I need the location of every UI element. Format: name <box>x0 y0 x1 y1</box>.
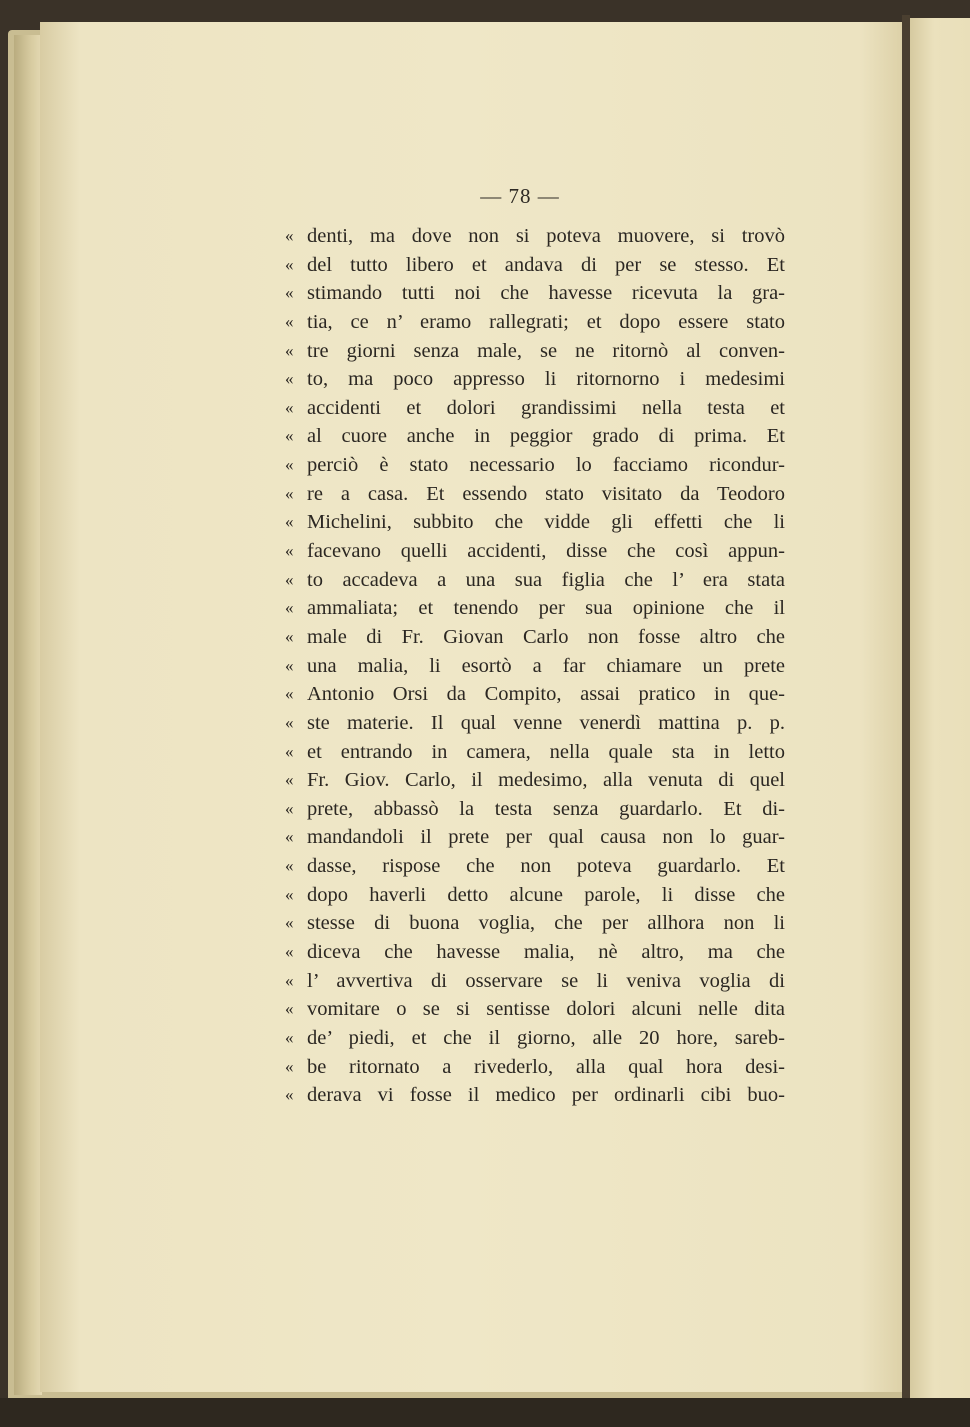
text-line <box>285 938 785 967</box>
quote-mark: « <box>285 970 294 990</box>
quote-mark: « <box>285 483 294 503</box>
quote-mark: « <box>285 942 294 962</box>
text-line <box>285 1081 785 1110</box>
scan-border <box>0 1398 970 1427</box>
line-text: ammaliata; et tenendo per sua opinione che il <box>307 597 785 620</box>
line-text: Antonio Orsi da Compito, assai pratico in que- <box>307 683 785 706</box>
quote-mark: « <box>285 512 294 532</box>
line-text: perciò è stato necessario lo facciamo ricondur- <box>307 454 785 477</box>
quote-mark: « <box>285 626 294 646</box>
line-text: prete, abbassò la testa senza guardarlo. Et di- <box>307 797 785 820</box>
quote-mark: « <box>285 1056 294 1076</box>
line-text: tre giorni senza male, se ne ritornò al conven- <box>307 339 785 362</box>
quote-mark: « <box>285 541 294 561</box>
line-text: al cuore anche in peggior grado di prima. Et <box>307 425 785 448</box>
text-line <box>285 594 785 623</box>
quote-mark: « <box>285 397 294 417</box>
quote-mark: « <box>285 884 294 904</box>
quote-mark: « <box>285 712 294 732</box>
line-text: derava vi fosse il medico per ordinarli cibi buo- <box>307 1084 785 1107</box>
page-number: — 78 — <box>480 184 560 208</box>
line-text: stimando tutti noi che havesse ricevuta la gra- <box>307 282 785 305</box>
quote-mark: « <box>285 598 294 618</box>
line-text: tia, ce n’ eramo rallegrati; et dopo essere stato <box>307 310 785 333</box>
quote-mark: « <box>285 798 294 818</box>
line-text: diceva che havesse malia, nè altro, ma che <box>307 941 785 964</box>
text-line <box>285 881 785 910</box>
text-line <box>285 508 785 537</box>
quote-mark: « <box>285 426 294 446</box>
page-edge <box>14 35 42 1395</box>
line-text: male di Fr. Giovan Carlo non fosse altro che <box>307 625 785 648</box>
text-line <box>285 738 785 767</box>
text-line <box>285 1053 785 1082</box>
line-text: ste materie. Il qual venne venerdì mattina p. p. <box>307 711 785 734</box>
text-line <box>285 451 785 480</box>
line-text: l’ avvertiva di osservare se li veniva voglia di <box>307 969 785 992</box>
quote-mark: « <box>285 369 294 389</box>
quote-mark: « <box>285 1027 294 1047</box>
line-text: dasse, rispose che non poteva guardarlo. Et <box>307 855 785 878</box>
text-line <box>285 995 785 1024</box>
quote-mark: « <box>285 827 294 847</box>
text-line <box>285 308 785 337</box>
quote-mark: « <box>285 655 294 675</box>
line-text: facevano quelli accidenti, disse che così appun- <box>307 540 785 563</box>
text-line <box>285 251 785 280</box>
quote-mark: « <box>285 1085 294 1105</box>
text-line <box>285 623 785 652</box>
text-line <box>285 967 785 996</box>
line-text: accidenti et dolori grandissimi nella testa et <box>307 396 785 419</box>
body-text <box>285 222 785 1110</box>
quote-mark: « <box>285 311 294 331</box>
quote-mark: « <box>285 569 294 589</box>
text-line <box>285 909 785 938</box>
text-line <box>285 795 785 824</box>
text-line <box>285 680 785 709</box>
line-text: del tutto libero et andava di per se stesso. Et <box>307 253 785 276</box>
line-text: stesse di buona voglia, che per allhora non li <box>307 912 785 935</box>
text-line <box>285 823 785 852</box>
text-line <box>285 1024 785 1053</box>
text-line <box>285 766 785 795</box>
text-line <box>285 422 785 451</box>
line-text: to accadeva a una sua figlia che l’ era stata <box>307 568 785 591</box>
line-text: una malia, li esortò a far chiamare un prete <box>307 654 785 677</box>
facing-page-edge <box>910 18 970 1398</box>
text-line <box>285 279 785 308</box>
quote-mark: « <box>285 455 294 475</box>
text-line <box>285 652 785 681</box>
text-line <box>285 222 785 251</box>
text-line <box>285 537 785 566</box>
line-text: dopo haverli detto alcune parole, li disse che <box>307 883 785 906</box>
quote-mark: « <box>285 770 294 790</box>
text-line <box>285 709 785 738</box>
quote-mark: « <box>285 913 294 933</box>
line-text: re a casa. Et essendo stato visitato da Teodoro <box>307 482 785 505</box>
quote-mark: « <box>285 684 294 704</box>
text-line <box>285 852 785 881</box>
line-text: Fr. Giov. Carlo, il medesimo, alla venuta di quel <box>307 769 785 792</box>
line-text: to, ma poco appresso li ritornorno i medesimi <box>307 368 785 391</box>
line-text: denti, ma dove non si poteva muovere, si trovò <box>307 225 785 247</box>
quote-mark: « <box>285 856 294 876</box>
line-text: et entrando in camera, nella quale sta in letto <box>307 740 785 763</box>
text-line <box>285 566 785 595</box>
text-line <box>285 365 785 394</box>
text-line <box>285 337 785 366</box>
line-text: be ritornato a rivederlo, alla qual hora desi- <box>307 1055 785 1078</box>
quote-mark: « <box>285 226 294 245</box>
line-text: vomitare o se si sentisse dolori alcuni nelle dita <box>307 998 785 1021</box>
quote-mark: « <box>285 999 294 1019</box>
quote-mark: « <box>285 283 294 303</box>
line-text: de’ piedi, et che il giorno, alle 20 hore, sareb- <box>307 1026 785 1049</box>
quote-mark: « <box>285 340 294 360</box>
quote-mark: « <box>285 741 294 761</box>
line-text: mandandoli il prete per qual causa non lo guar- <box>307 826 785 849</box>
text-line <box>285 394 785 423</box>
book-gutter <box>902 15 910 1405</box>
text-line <box>285 480 785 509</box>
line-text: Michelini, subbito che vidde gli effetti che li <box>307 511 785 534</box>
quote-mark: « <box>285 254 294 274</box>
